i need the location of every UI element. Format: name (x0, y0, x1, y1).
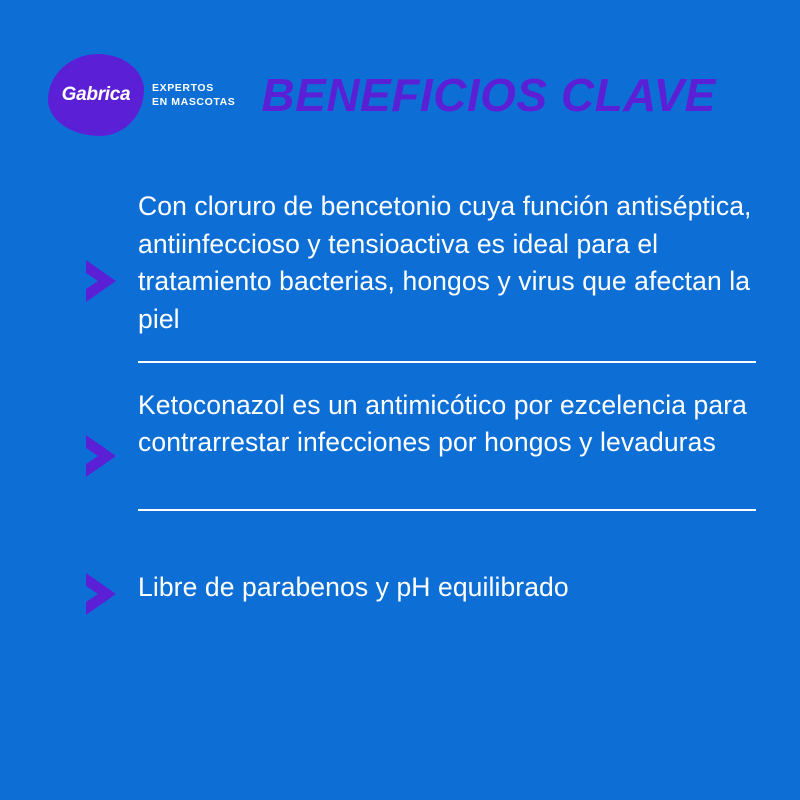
chevron-right-icon (80, 385, 124, 479)
page-title: BENEFICIOS CLAVE (261, 69, 716, 121)
benefit-text: Ketoconazol es un antimicótico por ezcelencia para contrarrestar infecciones por hongos y levaduras (138, 389, 747, 458)
benefit-item (80, 385, 756, 479)
brand-tagline (152, 81, 235, 109)
brand-tagline-line1: EXPERTOS (152, 81, 214, 94)
brand-logo (48, 54, 235, 136)
logo-mark (48, 54, 144, 136)
poster-header (48, 52, 760, 138)
benefit-item (80, 567, 756, 617)
logo-wordmark: Gabrica (61, 84, 131, 105)
divider (138, 361, 756, 363)
chevron-right-icon (80, 567, 124, 617)
brand-tagline-line2: EN MASCOTAS (152, 96, 236, 108)
benefit-item (80, 186, 756, 339)
benefit-text: Libre de parabenos y pH equilibrado (138, 571, 569, 602)
chevron-right-icon (80, 186, 124, 304)
benefits-list (80, 186, 756, 617)
divider (138, 509, 756, 511)
benefit-text: Con cloruro de bencetonio cuya función antiséptica, antiinfeccioso y tensioactiva es ideal para el tratamiento bacterias, hongos y virus que afectan la piel (138, 191, 752, 334)
